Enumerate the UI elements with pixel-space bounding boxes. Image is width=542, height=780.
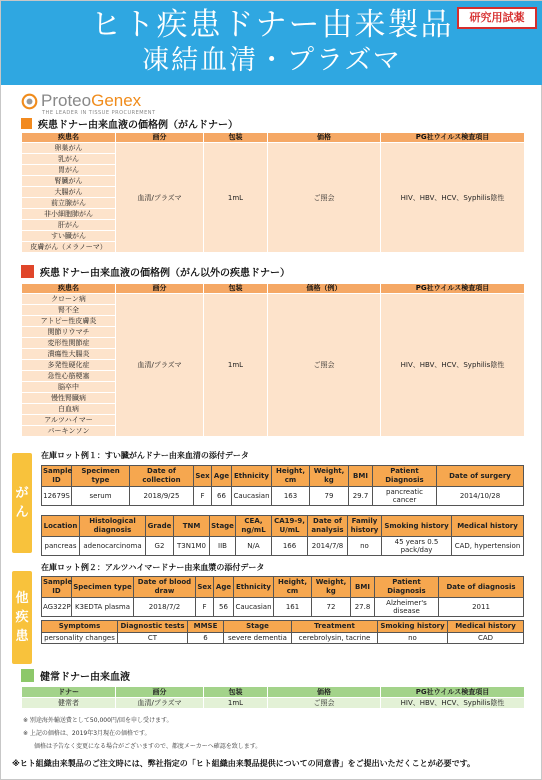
column-header: Grade xyxy=(146,516,174,537)
table-cell: IIB xyxy=(210,537,236,556)
column-header: Specimen type xyxy=(72,466,130,487)
column-header: Family history xyxy=(348,516,382,537)
table-cell: Caucasian xyxy=(234,598,274,617)
red-square-icon xyxy=(21,265,34,278)
table-cell: pancreatic cancer xyxy=(373,487,437,506)
section-cancer-heading: 疾患ドナー由来血液の価格例（がんドナー） xyxy=(21,116,238,130)
noncancer-price-table xyxy=(21,283,525,437)
col-package: 包装 xyxy=(204,284,268,294)
fraction-cell: 血清/プラズマ xyxy=(116,294,204,437)
table-cell: 29.7 xyxy=(349,487,373,506)
column-header: 包装 xyxy=(204,687,268,698)
section-noncancer-heading: 疾患ドナー由来血液の価格例（がん以外の疾患ドナー） xyxy=(21,264,290,278)
table-cell: 2011 xyxy=(439,598,524,617)
lot1-table-a xyxy=(41,465,524,506)
table-cell: 血清/プラズマ xyxy=(116,698,204,709)
table-cell: Caucasian xyxy=(232,487,272,506)
lot1-table-b xyxy=(41,515,524,556)
column-header: 価格 xyxy=(268,687,381,698)
table-cell: K3EDTA plasma xyxy=(72,598,134,617)
column-header: Stage xyxy=(210,516,236,537)
column-header: Date of collection xyxy=(130,466,194,487)
column-header: Medical history xyxy=(452,516,524,537)
lot2-table-b xyxy=(41,620,524,644)
table-cell: ご照会 xyxy=(268,698,381,709)
table-cell: no xyxy=(378,633,448,644)
table-row xyxy=(42,633,524,644)
research-use-badge: 研究用試薬 xyxy=(457,7,537,29)
logo-tagline: THE LEADER IN TISSUE PROCUREMENT xyxy=(42,110,156,116)
table-cell: serum xyxy=(72,487,130,506)
column-header: Date of surgery xyxy=(437,466,524,487)
title-line-2: 凍結血清・プラズマ xyxy=(142,45,402,76)
table-cell: F xyxy=(194,487,212,506)
column-header: Patient Diagnosis xyxy=(373,466,437,487)
disease-name: アトピー性皮膚炎 xyxy=(22,316,116,327)
table-cell: 161 xyxy=(274,598,312,617)
table-cell: cerebrolysin, tacrine xyxy=(292,633,378,644)
header-banner xyxy=(1,1,542,85)
column-header: Date of diagnosis xyxy=(439,577,524,598)
table-cell: 健常者 xyxy=(22,698,116,709)
table-cell: severe dementia xyxy=(224,633,292,644)
table-cell: 2014/7/8 xyxy=(308,537,348,556)
column-header: Sex xyxy=(194,466,212,487)
table-cell: 27.8 xyxy=(351,598,375,617)
note-price-date: ※ 上記の価格は、2019年3月現在の価格です。 xyxy=(23,730,151,737)
table-row xyxy=(42,537,524,556)
table-header-row xyxy=(22,133,525,143)
table-cell: F xyxy=(196,598,214,617)
table-row xyxy=(22,143,525,154)
column-header: Smoking history xyxy=(382,516,452,537)
col-disease: 疾患名 xyxy=(22,284,116,294)
disease-name: クローン病 xyxy=(22,294,116,305)
lot1-heading: 在庫ロット例１：すい臓がんドナー由来血清の添付データ xyxy=(41,451,249,460)
column-header: 画分 xyxy=(116,687,204,698)
table-header-row xyxy=(42,577,524,598)
table-cell: 72 xyxy=(312,598,351,617)
column-header: CEA, ng/mL xyxy=(236,516,272,537)
package-cell: 1mL xyxy=(204,143,268,253)
table-cell: CAD xyxy=(448,633,524,644)
column-header: Symptoms xyxy=(42,621,118,633)
table-header-row xyxy=(42,516,524,537)
disease-name: 卵巣がん xyxy=(22,143,116,154)
table-row xyxy=(42,598,524,617)
note-price-change: 価格は予告なく変更になる場合がございますので、都度メーカーへ確認を致します。 xyxy=(34,743,262,750)
disease-name: 大腸がん xyxy=(22,187,116,198)
column-header: BMI xyxy=(351,577,375,598)
logo-name: ProteoGenex xyxy=(41,91,142,110)
column-header: Medical history xyxy=(448,621,524,633)
column-header: Weight, kg xyxy=(310,466,349,487)
column-header: Date of blood draw xyxy=(134,577,196,598)
column-header: Sample ID xyxy=(42,577,72,598)
table-header-row xyxy=(42,466,524,487)
table-cell: 56 xyxy=(214,598,234,617)
cancer-price-table xyxy=(21,132,525,253)
price-cell: ご照会 xyxy=(268,294,381,437)
col-disease: 疾患名 xyxy=(22,133,116,143)
table-header-row xyxy=(42,621,524,633)
table-row xyxy=(22,294,525,305)
column-header: CA19-9, U/mL xyxy=(272,516,308,537)
column-header: Ethnicity xyxy=(234,577,274,598)
column-header: PG社ウイルス検査項目 xyxy=(381,687,525,698)
col-price: 価格（例） xyxy=(268,284,381,294)
disease-name: 胃がん xyxy=(22,165,116,176)
disease-name: 急性心筋梗塞 xyxy=(22,371,116,382)
note-shipping: ※ 別途海外輸送費として50,000円/回を申し受けます。 xyxy=(23,717,173,724)
table-cell: CT xyxy=(118,633,188,644)
disease-name: 関節リウマチ xyxy=(22,327,116,338)
lot2-heading: 在庫ロット例２：アルツハイマードナー由来血漿の添付データ xyxy=(41,563,265,572)
green-square-icon xyxy=(21,669,34,682)
table-row xyxy=(22,698,525,709)
lot2-table-a xyxy=(41,576,524,617)
disease-name: 白血病 xyxy=(22,404,116,415)
column-header: Patient Diagnosis xyxy=(375,577,439,598)
column-header: Histological diagnosis xyxy=(80,516,146,537)
table-cell: 1mL xyxy=(204,698,268,709)
column-header: Sex xyxy=(196,577,214,598)
disease-name: 脳卒中 xyxy=(22,382,116,393)
column-header: Treatment xyxy=(292,621,378,633)
table-cell: personality changes xyxy=(42,633,118,644)
col-virus: PG社ウイルス検査項目 xyxy=(381,133,525,143)
fraction-cell: 血清/プラズマ xyxy=(116,143,204,253)
table-cell: pancreas xyxy=(42,537,80,556)
table-cell: 166 xyxy=(272,537,308,556)
disease-name: アルツハイマー xyxy=(22,415,116,426)
column-header: Weight, kg xyxy=(312,577,351,598)
virus-tests-cell: HIV、HBV、HCV、Syphilis陰性 xyxy=(381,294,525,437)
table-cell: no xyxy=(348,537,382,556)
table-cell: 2018/9/25 xyxy=(130,487,194,506)
healthy-price-table xyxy=(21,686,525,709)
virus-tests-cell: HIV、HBV、HCV、Syphilis陰性 xyxy=(381,143,525,253)
table-cell: CAD, hypertension xyxy=(452,537,524,556)
disease-name: 腎臓がん xyxy=(22,176,116,187)
table-cell: 79 xyxy=(310,487,349,506)
table-cell: 2014/10/28 xyxy=(437,487,524,506)
col-fraction: 画分 xyxy=(116,284,204,294)
column-header: Height, cm xyxy=(272,466,310,487)
side-label-other-disease: 他 疾 患 xyxy=(12,571,32,664)
column-header: Location xyxy=(42,516,80,537)
col-price: 価格 xyxy=(268,133,381,143)
column-header: Age xyxy=(214,577,234,598)
table-cell: Alzheimer's disease xyxy=(375,598,439,617)
disease-name: 腎不全 xyxy=(22,305,116,316)
table-cell: 163 xyxy=(272,487,310,506)
table-cell: adenocarcinoma xyxy=(80,537,146,556)
logo-mark-icon xyxy=(21,93,38,110)
disease-name: 慢性腎臓病 xyxy=(22,393,116,404)
section-healthy-heading: 健常ドナー由来血液 xyxy=(21,668,130,682)
table-cell: AG322P xyxy=(42,598,72,617)
price-cell: ご照会 xyxy=(268,143,381,253)
column-header: TNM xyxy=(174,516,210,537)
title-line-1: ヒト疾患ドナー由来製品 xyxy=(90,7,454,43)
disease-name: パーキンソン xyxy=(22,426,116,437)
disease-name: 肝がん xyxy=(22,220,116,231)
disease-name: 前立腺がん xyxy=(22,198,116,209)
table-cell: T3N1M0 xyxy=(174,537,210,556)
column-header: Stage xyxy=(224,621,292,633)
table-header-row xyxy=(22,284,525,294)
column-header: Diagnostic tests xyxy=(118,621,188,633)
column-header: BMI xyxy=(349,466,373,487)
table-cell: 2018/7/2 xyxy=(134,598,196,617)
disease-name: 潰瘍性大腸炎 xyxy=(22,349,116,360)
column-header: Ethnicity xyxy=(232,466,272,487)
table-cell: G2 xyxy=(146,537,174,556)
consent-form-note: ※ヒト組織由来製品のご注文時には、弊社指定の「ヒト組織由来製品提供についての同意書」をご提出いただくことが必要です。 xyxy=(12,759,475,768)
col-package: 包装 xyxy=(204,133,268,143)
table-cell: 12679S xyxy=(42,487,72,506)
column-header: ドナー xyxy=(22,687,116,698)
table-cell: HIV、HBV、HCV、Syphilis陰性 xyxy=(381,698,525,709)
column-header: Height, cm xyxy=(274,577,312,598)
side-label-cancer: が ん xyxy=(12,453,32,553)
disease-name: 非小細胞肺がん xyxy=(22,209,116,220)
disease-name: 変形性関節症 xyxy=(22,338,116,349)
col-fraction: 画分 xyxy=(116,133,204,143)
column-header: MMSE xyxy=(188,621,224,633)
column-header: Smoking history xyxy=(378,621,448,633)
disease-name: 多発性硬化症 xyxy=(22,360,116,371)
column-header: Specimen type xyxy=(72,577,134,598)
table-cell: N/A xyxy=(236,537,272,556)
orange-square-icon xyxy=(21,118,32,129)
column-header: Age xyxy=(212,466,232,487)
table-cell: 6 xyxy=(188,633,224,644)
disease-name: 乳がん xyxy=(22,154,116,165)
table-cell: 66 xyxy=(212,487,232,506)
col-virus: PG社ウイルス検査項目 xyxy=(381,284,525,294)
table-cell: 45 years 0.5 pack/day xyxy=(382,537,452,556)
package-cell: 1mL xyxy=(204,294,268,437)
column-header: Sample ID xyxy=(42,466,72,487)
disease-name: 皮膚がん（メラノーマ） xyxy=(22,242,116,253)
table-row xyxy=(42,487,524,506)
disease-name: すい臓がん xyxy=(22,231,116,242)
table-header-row xyxy=(22,687,525,698)
column-header: Date of analysis xyxy=(308,516,348,537)
